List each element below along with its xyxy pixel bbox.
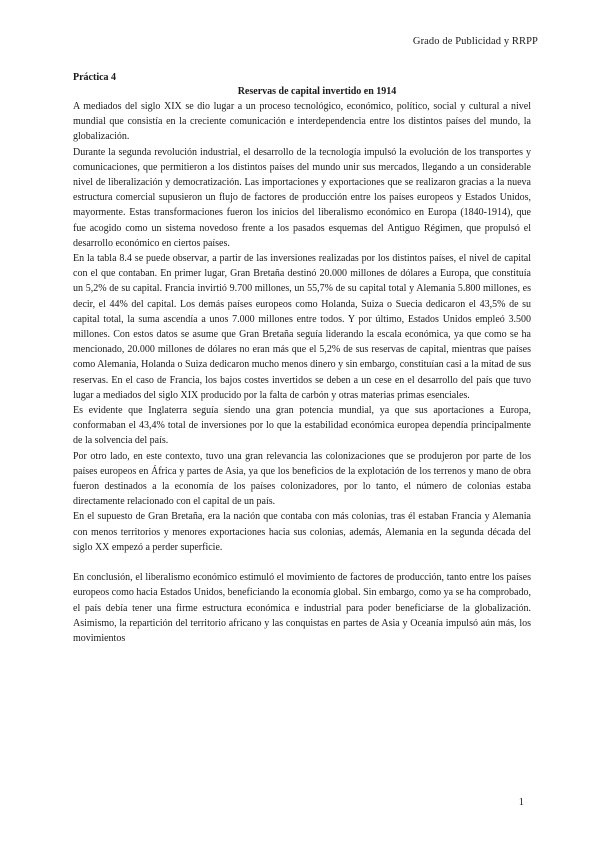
paragraph-great-britain-colonies: En el supuesto de Gran Bretaña, era la nación que contaba con más colonias, tras él estaban Francia y Alemania con menos territorios y menores exportaciones hacia sus colonias, además, Alemania en la segunda década del siglo XX empezó a perder superficie. [73, 511, 531, 553]
page-number: 1 [518, 797, 524, 808]
paragraph-investment-table: En la tabla 8.4 se puede observar, a partir de las inversiones realizadas por los distintos países, el nivel de capital con el que contaban. En primer lugar, Gran Bretaña destinó 20.000 millones de dólares a Europa, que constituía un 5,2% de su capital. Francia invirtió 9.700 millones, un 55,7% de su capital total y Alemania 5.800 millones, es decir, el 44% del capital. Los demás países europeos como Holanda, Suiza o Suecia dedicaron el 43,5% de su capital total, la suma ascendía a unos 7.000 millones entre todos. Y por último, Estados Unidos empleó 3.500 millones. Con estos datos se asume que Gran Bretaña seguía liderando la escala económica, ya que como se ha mencionado, 20.000 millones de dólares no eran más que el 5,2% de sus reservas de capital, mientras que países como Alemania, Holanda o Suiza dedicaron mucho menos dinero y sin embargo, constituían casi a la mitad de sus reservas. En el caso de Francia, los bajos costes invertidos se deben a un cese en el desarrollo del país que tuvo lugar a mediados del siglo XIX producido por la falta de carbón y otras materias primas esenciales. [73, 253, 531, 401]
document-body [73, 70, 531, 646]
document-title: Reservas de capital invertido en 1914 [237, 86, 397, 97]
paragraph-england-power: Es evidente que Inglaterra seguía siendo una gran potencia mundial, ya que sus aportaciones a Europa, conformaban el 43,4% total de inversiones por lo que la estabilidad económica europea dependía principalmente de la solvencia del país. [73, 405, 531, 447]
paragraph-colonization: Por otro lado, en este contexto, tuvo una gran relevancia las colonizaciones que se produjeron por parte de los países europeos en África y partes de Asia, ya que los beneficios de la explotación de los terrenos y mano de obra fueron destinados a la economía de los países colonizadores, por lo tanto, el número de colonias estaba directamente relacionado con el capital de un país. [73, 450, 531, 508]
paragraph-intro: A mediados del siglo XIX se dio lugar a un proceso tecnológico, económico, político, social y cultural a nivel mundial que consistía en la creciente comunicación e interdependencia entre los distintos países del mundo, la globalización. [73, 101, 531, 143]
paragraph-conclusion: En conclusión, el liberalismo económico estimuló el movimiento de factores de producción, tanto entre los países europeos como hacia Estados Unidos, beneficiando la economía global. Sin embargo, como ya se ha comprobado, el país debía tener una firme estructura económica e industrial para poder beneficiarse de la globalización. Asimismo, la repartición del territorio africano y las conquistas en partes de Asia y Oceanía impulsó aún más, los movimientos [73, 572, 531, 644]
paragraph-industrial-revolution: Durante la segunda revolución industrial, el desarrollo de la tecnología impulsó la evolución de los transportes y comunicaciones, que permitieron a los distintos países del mundo unir sus mercados, llegando a un considerable nivel de liberalización y democratización. Las importaciones y exportaciones que se realizaron gracias a la nueva estructura comercial supusieron un flujo de factores de producción entre los países europeos y Estados Unidos, mayormente. Estas transformaciones fueron los inicios del liberalismo económico en Europa (1840-1914), que fue acogido como un sistema novedoso frente a los pasados esquemas del Antiguo Régimen, que propulsó el desarrollo económico en ciertos países. [73, 146, 531, 249]
practice-label: Práctica 4 [73, 72, 117, 83]
running-header: Grado de Publicidad y RRPP [412, 36, 538, 47]
